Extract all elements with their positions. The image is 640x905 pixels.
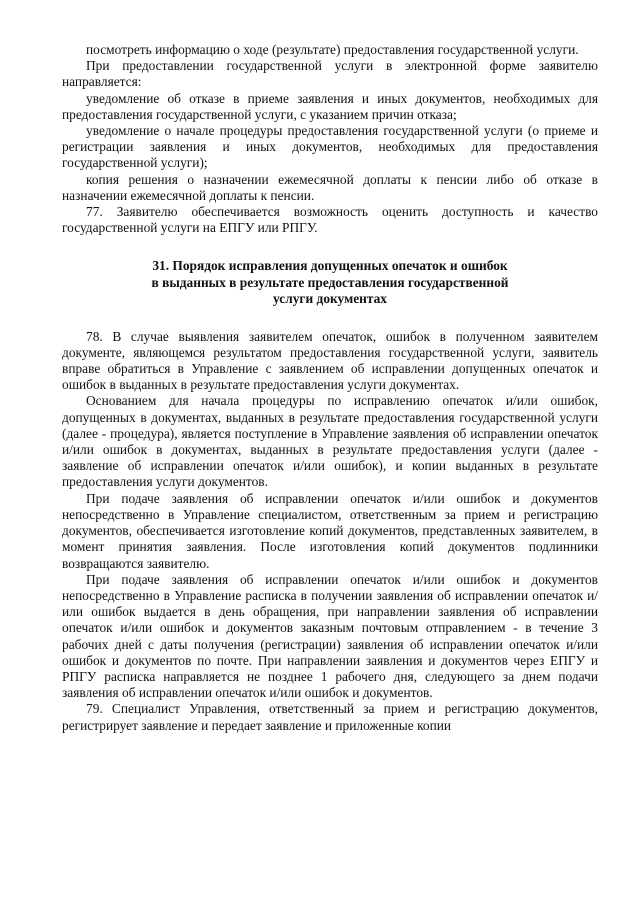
document-page [62, 42, 598, 734]
paragraph-decision-copy: копия решения о назначении ежемесячной доплаты к пенсии либо об отказе в назначении ежемесячной доплаты к пенсии. [62, 171, 598, 203]
paragraph-refusal-notice: уведомление об отказе в приеме заявления и иных документов, необходимых для предоставления государственной услуги, с указанием причин отказа; [62, 90, 598, 122]
paragraph-receipt: При подаче заявления об исправлении опечаток и/или ошибок и документов непосредственно в Управление расписка в получении заявления об исправлении опечаток и/или ошибок выдается в день обращения, при направлении заявления об исправлении опечаток и/или ошибок и документов заказным почтовым отправлением - в течение 3 рабочих дней с даты получения (регистрации) заявления об исправлении опечаток и/или ошибок и документов по почте. При направлении заявления и документов через ЕПГУ и РПГУ расписка направляется не позднее 1 рабочего дня, следующего за днем подачи заявления об исправлении опечаток и/или ошибок и документов. [62, 571, 598, 701]
section-heading-line: услуги документах [272, 291, 387, 307]
paragraph-direct-submission: При подаче заявления об исправлении опечаток и/или ошибок и документов непосредственно в Управление специалистом, ответственным за прием и регистрацию документов, обеспечивается изготовление копий документов, представленных заявителем, в момент принятия заявления. После изготовления копий документов подлинники возвращаются заявителю. [62, 490, 598, 571]
paragraph-start-notice: уведомление о начале процедуры предоставления государственной услуги (о приеме и регистрации заявления и иных документов, необходимых для предоставления государственной услуги); [62, 123, 598, 171]
paragraph-77: 77. Заявителю обеспечивается возможность оценить доступность и качество государственной услуги на ЕПГУ или РПГУ. [62, 204, 598, 236]
paragraph-procedure-basis: Основанием для начала процедуры по исправлению опечаток и/или ошибок, допущенных в документах, выданных в результате предоставления государственной услуги (далее - процедура), является поступление в Управление заявления об исправлении опечаток и/или ошибок в документах, выданных в результате предоставления услуги (далее - заявление об исправлении опечаток и/или ошибок), и копии выданных в результате предоставления услуги документов. [62, 393, 598, 490]
paragraph-79: 79. Специалист Управления, ответственный за прием и регистрацию документов, регистрирует заявление и передает заявление и приложенные копии [62, 701, 598, 733]
paragraph-view-status: посмотреть информацию о ходе (результате) предоставления государственной услуги. [86, 42, 579, 57]
paragraph-electronic-form: При предоставлении государственной услуги в электронной форме заявителю направляется: [62, 58, 598, 90]
section-heading-line: 31. Порядок исправления допущенных опечаток и ошибок [152, 258, 508, 274]
section-heading-line: в выданных в результате предоставления государственной [151, 274, 509, 290]
paragraph-78: 78. В случае выявления заявителем опечаток, ошибок в полученном заявителем документе, являющемся результатом предоставления государственной услуги, заявитель вправе обратиться в Управление с заявлением об исправлении допущенных опечаток и ошибок в выданных в результате предоставления услуги документах. [62, 328, 598, 393]
section-heading [62, 258, 598, 307]
